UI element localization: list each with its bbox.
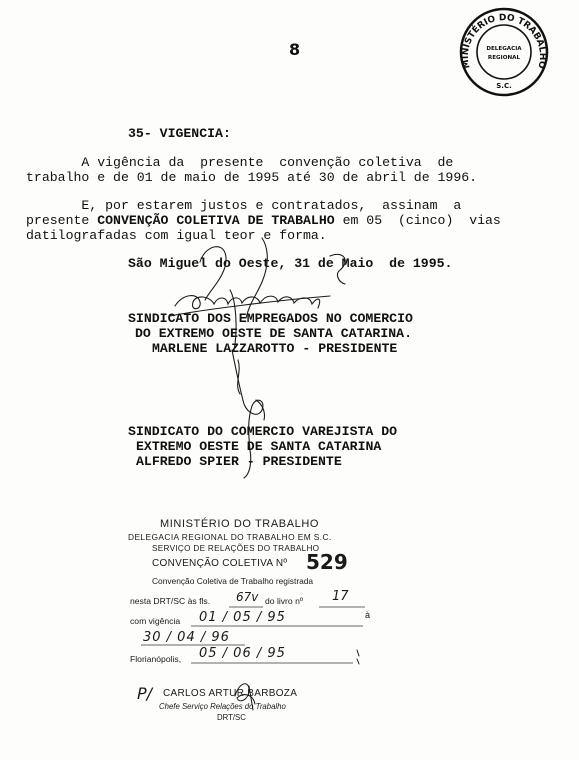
stamp-signer-name: CARLOS ARTUR BARBOZA	[163, 688, 298, 699]
assinam-line-2	[26, 213, 501, 228]
stamp-fls-label: nesta DRT/SC às fls.	[130, 596, 211, 606]
assinam-line-3: datilografadas com igual teor e forma.	[26, 228, 327, 243]
page-number: 8	[289, 40, 302, 59]
stamp-convencao-label: CONVENÇÃO COLETIVA Nº	[152, 558, 288, 569]
stamp-signer-title: Chefe Serviço Relações do Trabalho	[159, 702, 286, 711]
stamp-livro-label: do livro nº	[265, 596, 304, 606]
section-heading: 35- VIGENCIA:	[128, 126, 231, 141]
stamp-ruling	[125, 514, 375, 729]
stamp-vigencia-to: 30 / 04 / 96	[143, 630, 230, 645]
seal-ring-text: MINISTÉRIO DO TRABALHO	[460, 13, 548, 70]
stamp-fls-value: 67v	[236, 590, 259, 604]
stamp-servico: SERVIÇO DE RELAÇÕES DO TRABALHO	[152, 544, 320, 553]
place-date: São Miguel do Oeste, 31 de Maio de 1995.	[128, 256, 453, 271]
signatory2-line3: ALFREDO SPIER - PRESIDENTE	[136, 454, 342, 469]
signatory1-line2: DO EXTREMO OESTE DE SANTA CATARINA.	[135, 326, 412, 341]
stamp-city-date: 05 / 06 / 95	[199, 646, 286, 661]
signatory2-line2: EXTREMO OESTE DE SANTA CATARINA	[136, 439, 382, 454]
seal-center-line2: REGIONAL	[487, 55, 521, 61]
ministry-seal-stamp	[458, 6, 550, 98]
stamp-city-label: Florianópolis,	[130, 654, 182, 664]
assinam-line-2-post: em 05 (cinco) vias	[334, 213, 501, 228]
signatory1-line3: MARLENE LAZZAROTTO - PRESIDENTE	[152, 341, 398, 356]
stamp-delegacia: DELEGACIA REGIONAL DO TRABALHO EM S.C.	[128, 532, 332, 542]
seal-center-line1: DELEGACIA	[486, 46, 522, 52]
vigencia-line-2: trabalho e de 01 de maio de 1995 até 30 de abril de 1996.	[26, 170, 478, 185]
signatory1-line1: SINDICATO DOS EMPREGADOS NO COMERCIO	[128, 311, 413, 326]
stamp-signer-initial: P/	[137, 684, 153, 703]
stamp-vigencia-from: 01 / 05 / 95	[199, 610, 286, 625]
stamp-vigencia-label: com vigência	[130, 616, 181, 626]
seal-bottom-text: S.C.	[496, 82, 512, 90]
stamp-livro-value: 17	[332, 589, 349, 604]
stamp-ministry: MINISTÉRIO DO TRABALHO	[160, 518, 320, 530]
stamp-registrada: Convenção Coletiva de Trabalho registrada	[152, 576, 314, 586]
stamp-convencao-number: 529	[306, 550, 348, 574]
convencao-title: CONVENÇÃO COLETIVA DE TRABALHO	[97, 213, 335, 228]
vigencia-line-1: A vigência da presente convenção coletiva de	[26, 155, 454, 170]
assinam-line-2-pre: presente	[26, 213, 98, 228]
signatory2-line1: SINDICATO DO COMERCIO VAREJISTA DO	[128, 424, 398, 439]
stamp-signer-unit: DRT/SC	[217, 713, 246, 722]
stamp-a-label: à	[365, 610, 371, 620]
assinam-line-1: E, por estarem justos e contratados, assinam a	[26, 198, 462, 213]
